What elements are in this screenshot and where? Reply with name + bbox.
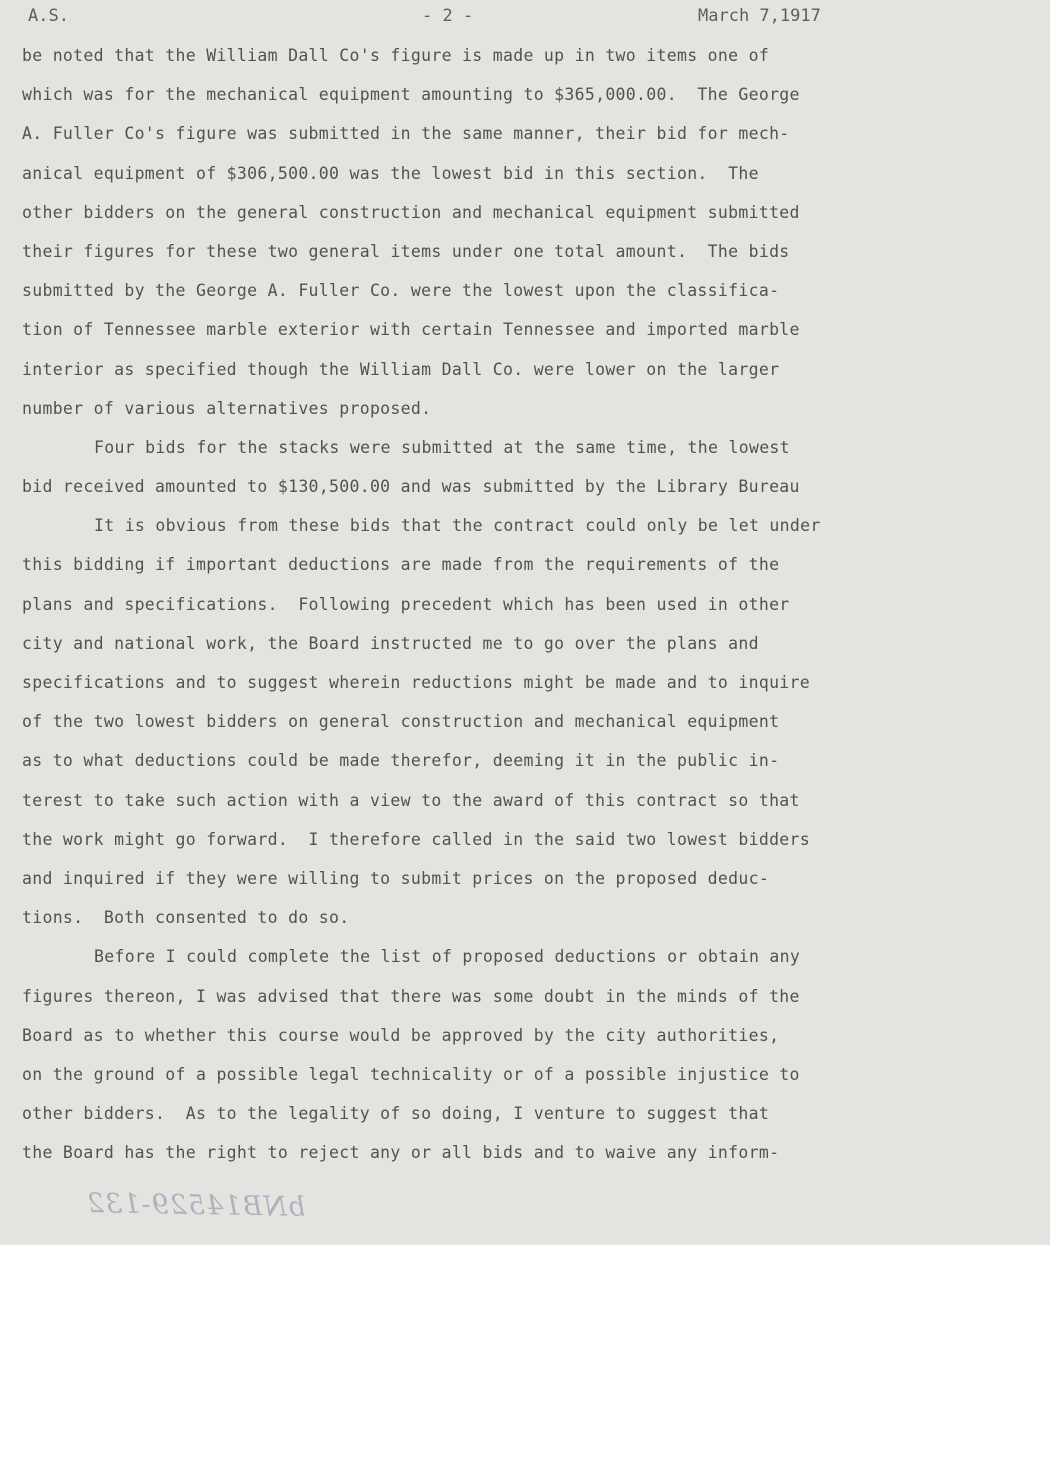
handwritten-archive-number: bNB14529-132 (85, 1188, 306, 1223)
text-line: bid received amounted to $130,500.00 and was submitted by the Library Bureau (22, 477, 800, 497)
text-line: other bidders on the general construction and mechanical equipment submitted (22, 202, 800, 222)
text-line: be noted that the William Dall Co's figure is made up in two items one of (22, 46, 770, 65)
text-line: submitted by the George A. Fuller Co. were the lowest upon the classifica- (22, 281, 780, 301)
text-line: Four bids for the stacks were submitted at the same time, the lowest (94, 437, 790, 457)
text-line: and inquired if they were willing to submit prices on the proposed deduc- (22, 868, 770, 888)
text-line: It is obvious from these bids that the contract could only be let under (94, 516, 821, 536)
text-line: specifications and to suggest wherein reductions might be made and to inquire (22, 673, 811, 692)
text-line: terest to take such action with a view to the award of this contract so that (22, 790, 800, 810)
text-line: on the ground of a possible legal technicality or of a possible injustice to (22, 1064, 800, 1084)
text-line: the Board has the right to reject any or all bids and to waive any inform- (22, 1143, 780, 1163)
text-line: interior as specified though the William Dall Co. were lower on the larger (22, 359, 780, 379)
text-line: of the two lowest bidders on general construction and mechanical equipment (22, 712, 780, 732)
page-header (0, 2, 1050, 32)
text-line: as to what deductions could be made therefor, deeming it in the public in- (22, 751, 780, 771)
text-line: tions. Both consented to do so. (22, 908, 350, 928)
text-line: number of various alternatives proposed. (22, 398, 432, 418)
page-number: - 2 - (422, 6, 474, 26)
letter-body (22, 36, 1032, 1172)
text-line: A. Fuller Co's figure was submitted in the same manner, their bid for mech- (22, 124, 790, 144)
text-line: this bidding if important deductions are made from the requirements of the (22, 555, 780, 575)
text-line: Before I could complete the list of proposed deductions or obtain any (94, 947, 801, 967)
header-initials: A.S. (28, 6, 69, 26)
text-line: the work might go forward. I therefore called in the said two lowest bidders (22, 829, 811, 849)
text-line: Board as to whether this course would be approved by the city authorities, (22, 1025, 780, 1045)
text-line: their figures for these two general items under one total amount. The bids (22, 241, 790, 261)
header-date: March 7,1917 (698, 6, 821, 26)
text-line: other bidders. As to the legality of so doing, I venture to suggest that (22, 1104, 770, 1124)
text-line: which was for the mechanical equipment amounting to $365,000.00. The George (22, 85, 800, 105)
blank-background (0, 1245, 1050, 1480)
text-line: figures thereon, I was advised that there was some doubt in the minds of the (22, 986, 800, 1006)
text-line: tion of Tennessee marble exterior with certain Tennessee and imported marble (22, 320, 800, 340)
text-line: city and national work, the Board instructed me to go over the plans and (22, 633, 759, 653)
text-line: anical equipment of $306,500.00 was the lowest bid in this section. The (22, 163, 759, 183)
text-line: plans and specifications. Following precedent which has been used in other (22, 594, 790, 614)
